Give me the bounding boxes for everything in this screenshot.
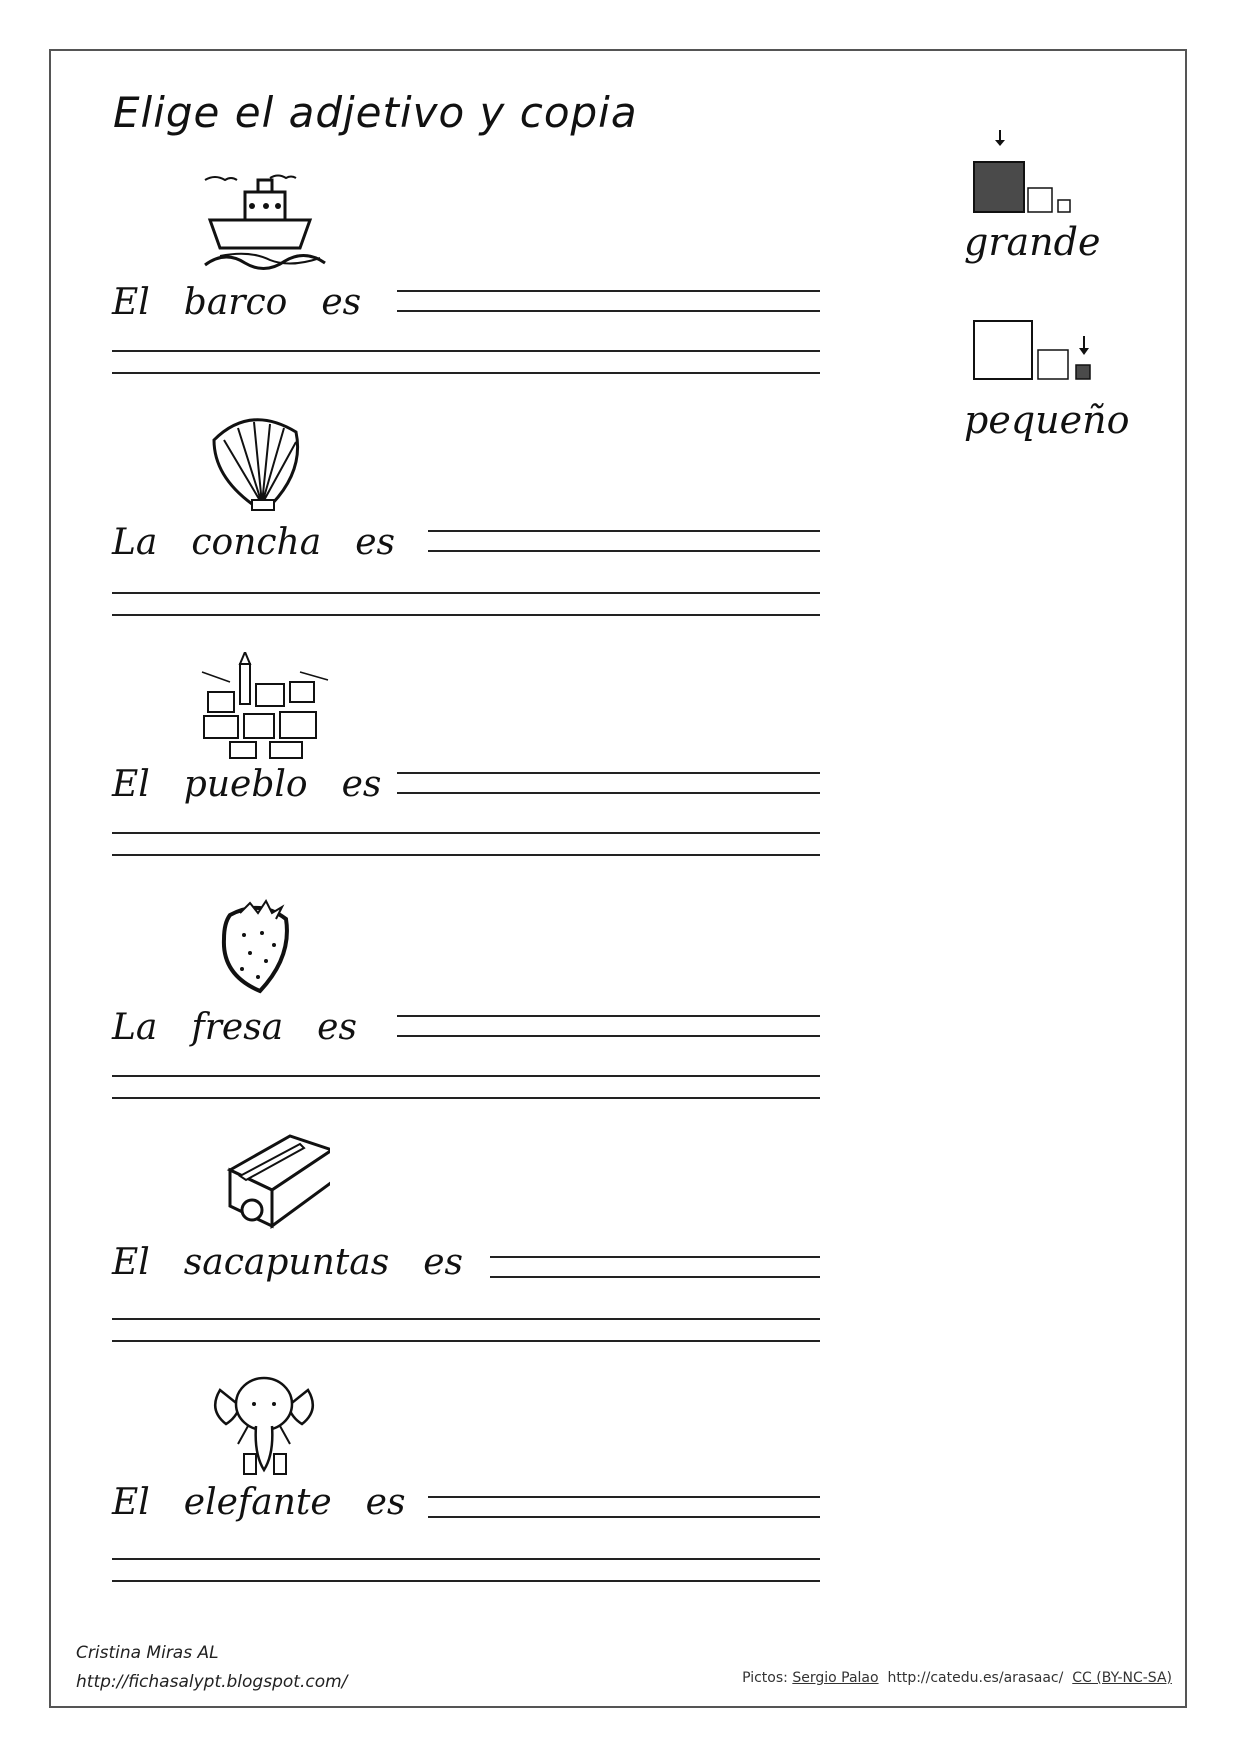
- article: El: [112, 1482, 150, 1523]
- copy-line-top[interactable]: [112, 1318, 820, 1320]
- answer-line-bottom[interactable]: [397, 1035, 820, 1037]
- copy-line-bottom[interactable]: [112, 1340, 820, 1342]
- sentence-1: [112, 282, 395, 332]
- answer-line-top[interactable]: [428, 1496, 820, 1498]
- exercise-item-1: [0, 170, 1240, 410]
- noun: sacapuntas: [183, 1242, 390, 1283]
- noun: elefante: [183, 1482, 332, 1523]
- article: La: [112, 1007, 158, 1048]
- shell-icon: [200, 410, 330, 520]
- exercise-item-4: [0, 895, 1240, 1135]
- blog-link[interactable]: http://fichasalypt.blogspot.com/: [76, 1672, 348, 1692]
- sentence-2: [112, 522, 429, 572]
- sentence-5: [112, 1242, 497, 1292]
- copy-line-bottom[interactable]: [112, 614, 820, 616]
- exercise-item-3: [0, 652, 1240, 892]
- copy-line-top[interactable]: [112, 1558, 820, 1560]
- small-word: pequeño: [964, 398, 1130, 442]
- answer-line-bottom[interactable]: [490, 1276, 820, 1278]
- copy-line-bottom[interactable]: [112, 372, 820, 374]
- exercise-item-5: [0, 1130, 1240, 1370]
- noun: barco: [183, 282, 288, 323]
- noun: fresa: [191, 1007, 284, 1048]
- elephant-icon: [200, 1370, 330, 1480]
- answer-line-bottom[interactable]: [397, 310, 820, 312]
- strawberry-icon: [200, 895, 330, 1005]
- noun: concha: [191, 522, 322, 563]
- verb: es: [341, 764, 382, 805]
- answer-line-top[interactable]: [397, 1015, 820, 1017]
- ship-icon: [200, 170, 330, 280]
- pictos-label: Pictos:: [742, 1670, 788, 1686]
- copy-line-bottom[interactable]: [112, 1097, 820, 1099]
- copy-line-top[interactable]: [112, 592, 820, 594]
- article: La: [112, 522, 158, 563]
- noun: pueblo: [183, 764, 308, 805]
- answer-line-top[interactable]: [490, 1256, 820, 1258]
- copy-line-top[interactable]: [112, 350, 820, 352]
- answer-line-top[interactable]: [428, 530, 820, 532]
- answer-line-top[interactable]: [397, 290, 820, 292]
- copy-line-bottom[interactable]: [112, 854, 820, 856]
- article: El: [112, 1242, 150, 1283]
- article: El: [112, 764, 150, 805]
- village-icon: [200, 652, 330, 762]
- verb: es: [317, 1007, 357, 1048]
- exercise-item-2: [0, 410, 1240, 650]
- license-link[interactable]: CC (BY-NC-SA): [1072, 1670, 1172, 1686]
- verb: es: [321, 282, 362, 323]
- pictos-author-link[interactable]: Sergio Palao: [792, 1670, 879, 1686]
- sentence-4: [112, 1007, 391, 1057]
- verb: es: [423, 1242, 463, 1283]
- sentence-3: [112, 764, 415, 814]
- sentence-6: [112, 1482, 439, 1532]
- credits: [742, 1670, 1172, 1686]
- author-name: Cristina Miras AL: [76, 1643, 219, 1663]
- copy-line-top[interactable]: [112, 1075, 820, 1077]
- answer-line-top[interactable]: [397, 772, 820, 774]
- verb: es: [365, 1482, 406, 1523]
- big-word: grande: [964, 220, 1101, 264]
- exercise-item-6: [0, 1370, 1240, 1610]
- copy-line-bottom[interactable]: [112, 1580, 820, 1582]
- answer-line-bottom[interactable]: [428, 550, 820, 552]
- page-title: Elige el adjetivo y copia: [113, 88, 638, 137]
- verb: es: [355, 522, 395, 563]
- answer-line-bottom[interactable]: [428, 1516, 820, 1518]
- article: El: [112, 282, 150, 323]
- answer-line-bottom[interactable]: [397, 792, 820, 794]
- copy-line-top[interactable]: [112, 832, 820, 834]
- pictos-url[interactable]: http://catedu.es/arasaac/: [887, 1670, 1064, 1686]
- sharpener-icon: [200, 1130, 330, 1240]
